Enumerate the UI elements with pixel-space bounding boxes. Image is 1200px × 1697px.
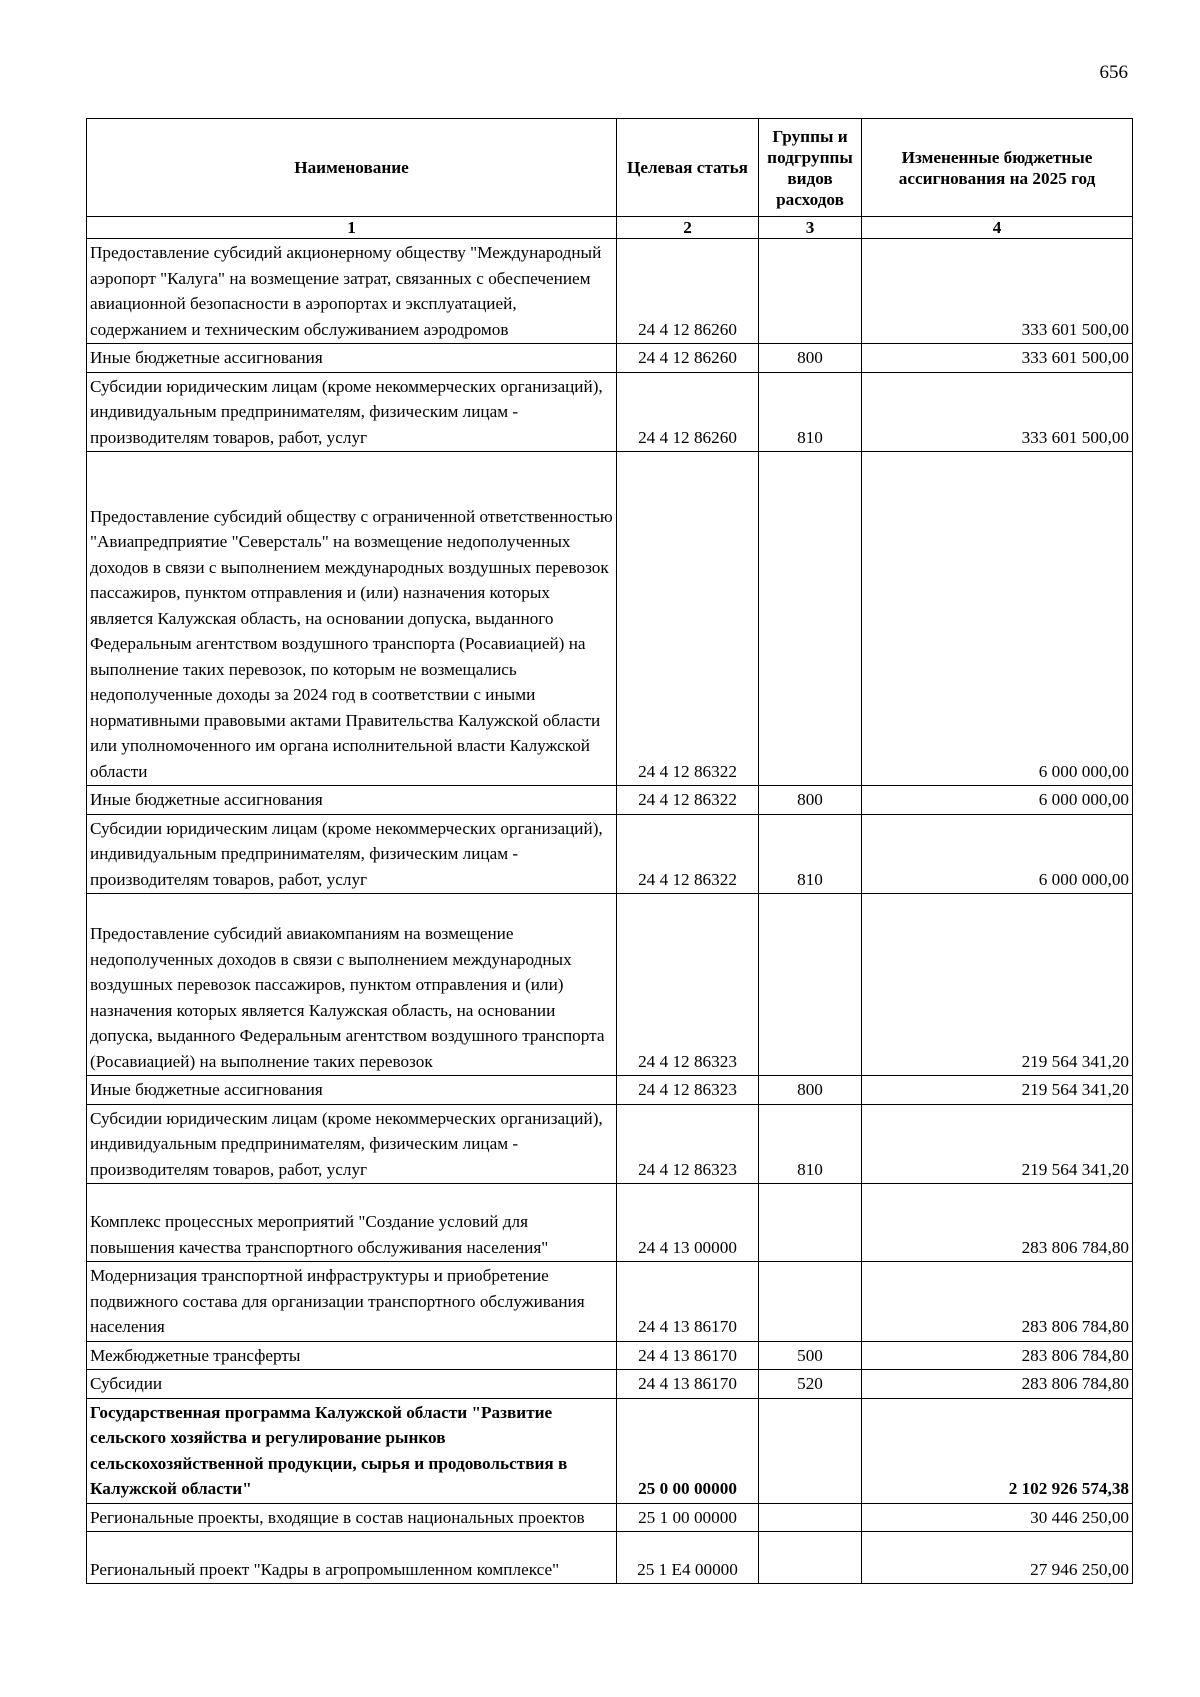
row-target-article: 24 4 13 86170 — [617, 1370, 759, 1399]
row-amount: 6 000 000,00 — [862, 452, 1133, 786]
row-amount: 219 564 341,20 — [862, 1076, 1133, 1105]
row-amount: 2 102 926 574,38 — [862, 1398, 1133, 1503]
row-expense-group: 810 — [759, 1104, 862, 1184]
row-expense-group — [759, 1184, 862, 1262]
row-target-article: 24 4 12 86323 — [617, 1104, 759, 1184]
row-amount: 333 601 500,00 — [862, 372, 1133, 452]
row-target-article: 24 4 12 86260 — [617, 239, 759, 344]
row-expense-group — [759, 1262, 862, 1342]
row-target-article: 24 4 12 86260 — [617, 372, 759, 452]
row-expense-group: 810 — [759, 814, 862, 894]
row-name: Субсидии юридическим лицам (кроме некоммерческих организаций), индивидуальным предпринимателям, физическим лицам - производителям товаров, работ, услуг — [87, 372, 617, 452]
row-target-article: 24 4 13 00000 — [617, 1184, 759, 1262]
row-amount: 219 564 341,20 — [862, 894, 1133, 1076]
row-name: Предоставление субсидий авиакомпаниям на возмещение недополученных доходов в связи с выполнением международных воздушных перевозок пассажиров, пунктом отправления и (или) назначения которых является Калужская область, на основании допуска, выданного Федеральным агентством воздушного транспорта (Росавиацией) на выполнение таких перевозок — [87, 894, 617, 1076]
header-row — [87, 119, 1133, 217]
header-name: Наименование — [87, 119, 617, 217]
table-row — [87, 786, 1133, 815]
column-number-3: 3 — [759, 217, 862, 239]
table-row — [87, 814, 1133, 894]
table-row — [87, 1398, 1133, 1503]
row-name: Государственная программа Калужской области "Развитие сельского хозяйства и регулирование рынков сельскохозяйственной продукции, сырья и продовольствия в Калужской области" — [87, 1398, 617, 1503]
row-name: Региональные проекты, входящие в состав национальных проектов — [87, 1503, 617, 1532]
row-name: Иные бюджетные ассигнования — [87, 1076, 617, 1105]
row-amount: 283 806 784,80 — [862, 1262, 1133, 1342]
header-target-article: Целевая статья — [617, 119, 759, 217]
table-row — [87, 372, 1133, 452]
row-name: Предоставление субсидий акционерному обществу "Международный аэропорт "Калуга" на возмещение затрат, связанных с обеспечением авиационной безопасности в аэропортах и эксплуатацией, содержанием и техническим обслуживанием аэродромов — [87, 239, 617, 344]
row-name: Субсидии юридическим лицам (кроме некоммерческих организаций), индивидуальным предпринимателям, физическим лицам - производителям товаров, работ, услуг — [87, 814, 617, 894]
row-amount: 333 601 500,00 — [862, 344, 1133, 373]
row-name: Модернизация транспортной инфраструктуры и приобретение подвижного состава для организации транспортного обслуживания населения — [87, 1262, 617, 1342]
row-amount: 283 806 784,80 — [862, 1341, 1133, 1370]
header-expense-groups: Группы и подгруппы видов расходов — [759, 119, 862, 217]
row-expense-group: 810 — [759, 372, 862, 452]
row-amount: 27 946 250,00 — [862, 1532, 1133, 1584]
row-target-article: 24 4 12 86323 — [617, 894, 759, 1076]
row-expense-group: 500 — [759, 1341, 862, 1370]
table-row — [87, 1370, 1133, 1399]
row-expense-group — [759, 1532, 862, 1584]
row-name: Предоставление субсидий обществу с ограниченной ответственностью "Авиапредприятие "Северсталь" на возмещение недополученных доходов в связи с выполнением международных воздушных перевозок пассажиров, пунктом отправления и (или) назначения которых является Калужская область, на основании допуска, выданного Федеральным агентством воздушного транспорта (Росавиацией) на выполнение таких перевозок, по которым не возмещались недополученные доходы за 2024 год в соответствии с иными нормативными правовыми актами Правительства Калужской области или уполномоченного им органа исполнительной власти Калужской области — [87, 452, 617, 786]
row-expense-group: 520 — [759, 1370, 862, 1399]
row-target-article: 25 0 00 00000 — [617, 1398, 759, 1503]
row-expense-group: 800 — [759, 344, 862, 373]
column-number-2: 2 — [617, 217, 759, 239]
row-target-article: 24 4 12 86323 — [617, 1076, 759, 1105]
row-name: Региональный проект "Кадры в агропромышленном комплексе" — [87, 1532, 617, 1584]
row-amount: 6 000 000,00 — [862, 814, 1133, 894]
column-number-1: 1 — [87, 217, 617, 239]
row-target-article: 25 1 00 00000 — [617, 1503, 759, 1532]
row-name: Комплекс процессных мероприятий "Создание условий для повышения качества транспортного обслуживания населения" — [87, 1184, 617, 1262]
table-row — [87, 239, 1133, 344]
row-amount: 219 564 341,20 — [862, 1104, 1133, 1184]
row-target-article: 24 4 12 86260 — [617, 344, 759, 373]
row-expense-group — [759, 452, 862, 786]
table-row — [87, 1532, 1133, 1584]
table-row — [87, 1341, 1133, 1370]
row-amount: 333 601 500,00 — [862, 239, 1133, 344]
row-amount: 6 000 000,00 — [862, 786, 1133, 815]
row-expense-group: 800 — [759, 786, 862, 815]
column-number-4: 4 — [862, 217, 1133, 239]
row-target-article: 24 4 13 86170 — [617, 1341, 759, 1370]
table-row — [87, 452, 1133, 786]
budget-table — [86, 118, 1133, 1584]
row-expense-group — [759, 1398, 862, 1503]
header-budget-allocations: Измененные бюджетные ассигнования на 2025 год — [862, 119, 1133, 217]
row-target-article: 24 4 12 86322 — [617, 786, 759, 815]
table-row — [87, 1076, 1133, 1105]
row-amount: 30 446 250,00 — [862, 1503, 1133, 1532]
table-row — [87, 1503, 1133, 1532]
row-amount: 283 806 784,80 — [862, 1370, 1133, 1399]
table-row — [87, 1262, 1133, 1342]
row-expense-group — [759, 1503, 862, 1532]
row-name: Иные бюджетные ассигнования — [87, 786, 617, 815]
table-row — [87, 1184, 1133, 1262]
page-number: 656 — [1099, 62, 1128, 83]
table-row — [87, 1104, 1133, 1184]
row-expense-group — [759, 239, 862, 344]
row-target-article: 24 4 12 86322 — [617, 452, 759, 786]
row-name: Субсидии — [87, 1370, 617, 1399]
row-name: Межбюджетные трансферты — [87, 1341, 617, 1370]
table-row — [87, 344, 1133, 373]
row-expense-group: 800 — [759, 1076, 862, 1105]
row-amount: 283 806 784,80 — [862, 1184, 1133, 1262]
table-row — [87, 894, 1133, 1076]
row-target-article: 24 4 13 86170 — [617, 1262, 759, 1342]
row-name: Субсидии юридическим лицам (кроме некоммерческих организаций), индивидуальным предпринимателям, физическим лицам - производителям товаров, работ, услуг — [87, 1104, 617, 1184]
column-numbers-row — [87, 217, 1133, 239]
row-name: Иные бюджетные ассигнования — [87, 344, 617, 373]
row-expense-group — [759, 894, 862, 1076]
row-target-article: 25 1 Е4 00000 — [617, 1532, 759, 1584]
row-target-article: 24 4 12 86322 — [617, 814, 759, 894]
